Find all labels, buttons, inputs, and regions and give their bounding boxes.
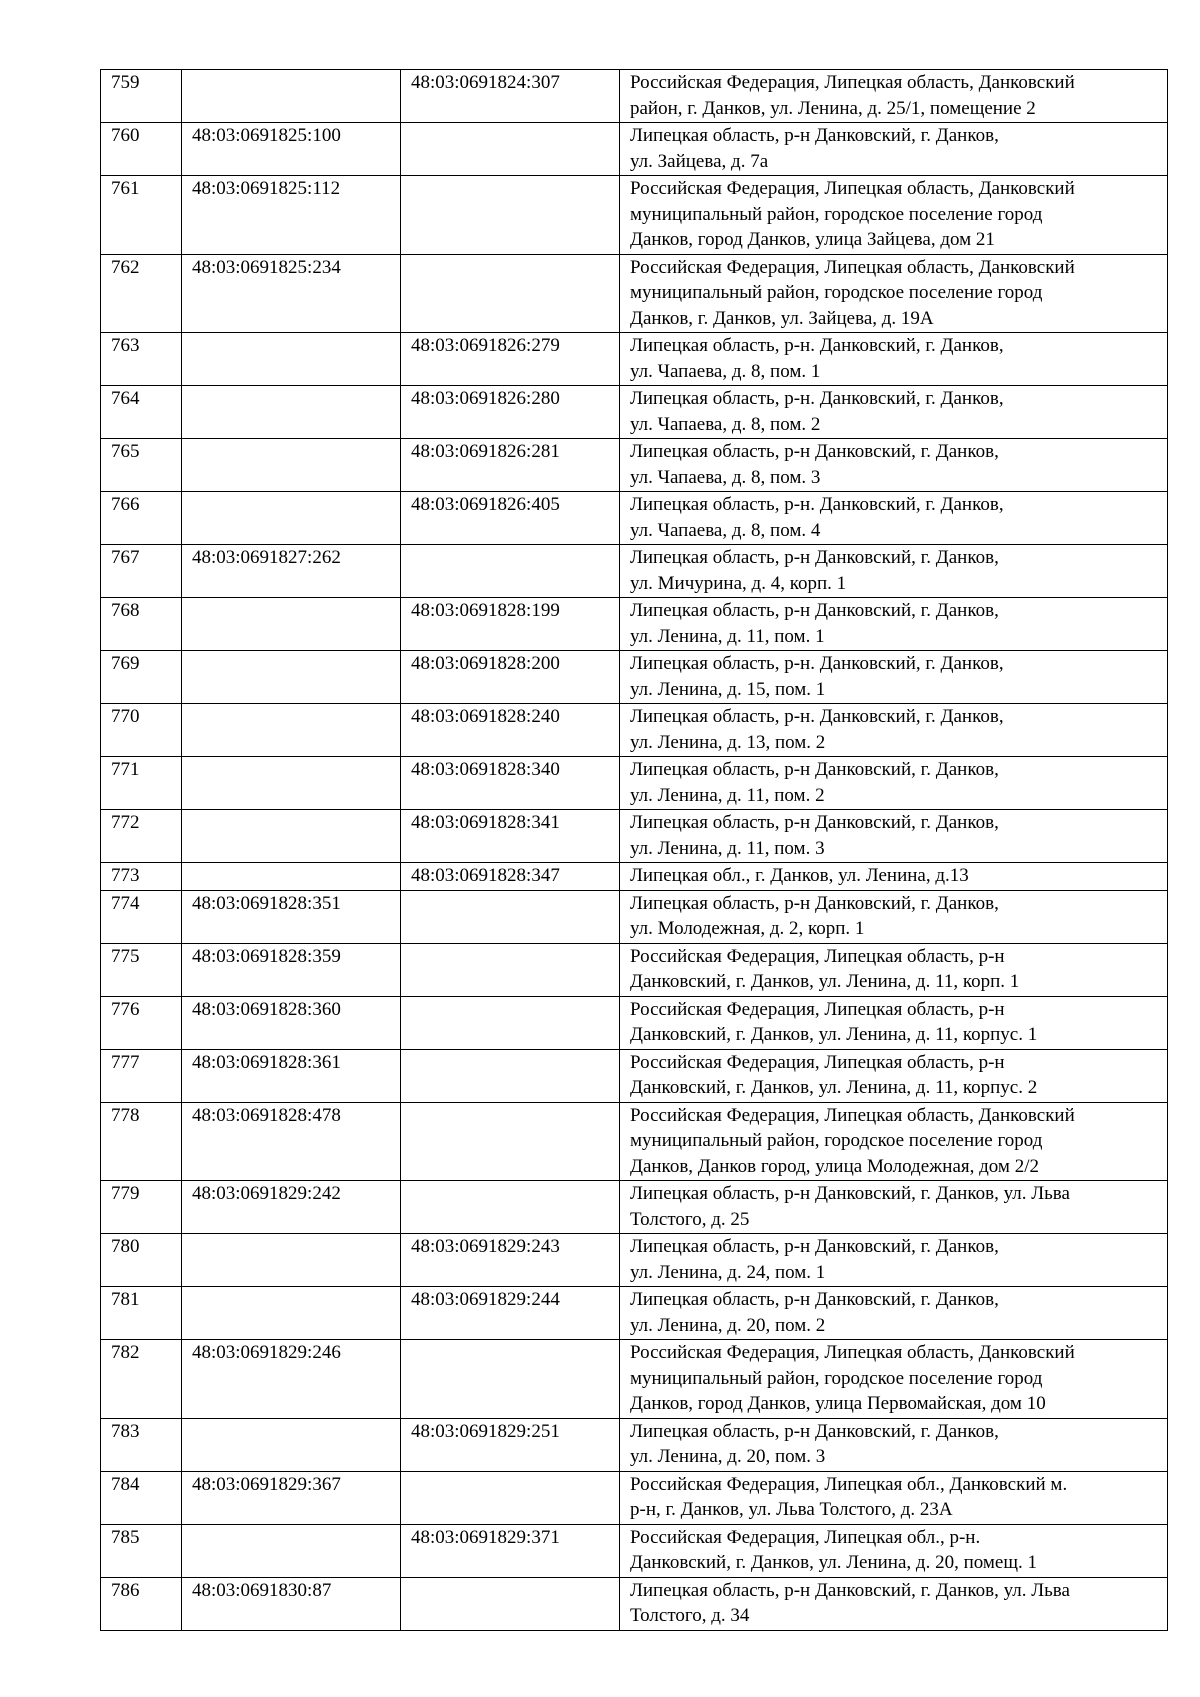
table-row bbox=[101, 386, 1168, 439]
table-row bbox=[101, 598, 1168, 651]
land-cadastral-number: 48:03:0691829:246 bbox=[182, 1340, 401, 1419]
row-number: 780 bbox=[101, 1234, 182, 1287]
land-cadastral-number bbox=[182, 651, 401, 704]
building-cadastral-number bbox=[401, 1471, 620, 1524]
row-number: 772 bbox=[101, 810, 182, 863]
table-row bbox=[101, 1181, 1168, 1234]
row-number: 784 bbox=[101, 1471, 182, 1524]
row-number: 768 bbox=[101, 598, 182, 651]
land-cadastral-number bbox=[182, 386, 401, 439]
row-number: 781 bbox=[101, 1287, 182, 1340]
land-cadastral-number: 48:03:0691825:100 bbox=[182, 123, 401, 176]
row-number: 763 bbox=[101, 333, 182, 386]
land-cadastral-number bbox=[182, 1418, 401, 1471]
table-row bbox=[101, 254, 1168, 333]
table-row bbox=[101, 1102, 1168, 1181]
building-cadastral-number bbox=[401, 1102, 620, 1181]
land-cadastral-number bbox=[182, 1234, 401, 1287]
address-cell: Российская Федерация, Липецкая область, Данковский муниципальный район, городское поселение город Данков, г. Данков, ул. Зайцева, д. 19А bbox=[620, 254, 1168, 333]
building-cadastral-number bbox=[401, 1577, 620, 1630]
table-row bbox=[101, 1418, 1168, 1471]
building-cadastral-number: 48:03:0691829:243 bbox=[401, 1234, 620, 1287]
cadastral-table bbox=[100, 69, 1168, 1631]
building-cadastral-number bbox=[401, 545, 620, 598]
building-cadastral-number bbox=[401, 996, 620, 1049]
land-cadastral-number: 48:03:0691830:87 bbox=[182, 1577, 401, 1630]
building-cadastral-number bbox=[401, 123, 620, 176]
row-number: 779 bbox=[101, 1181, 182, 1234]
land-cadastral-number: 48:03:0691828:478 bbox=[182, 1102, 401, 1181]
land-cadastral-number bbox=[182, 70, 401, 123]
building-cadastral-number: 48:03:0691826:405 bbox=[401, 492, 620, 545]
land-cadastral-number: 48:03:0691828:359 bbox=[182, 943, 401, 996]
address-cell: Липецкая область, р-н. Данковский, г. Данков, ул. Чапаева, д. 8, пом. 4 bbox=[620, 492, 1168, 545]
row-number: 766 bbox=[101, 492, 182, 545]
building-cadastral-number: 48:03:0691824:307 bbox=[401, 70, 620, 123]
address-cell: Российская Федерация, Липецкая область, Данковский муниципальный район, городское поселение город Данков, Данков город, улица Молодежная, дом 2/2 bbox=[620, 1102, 1168, 1181]
address-cell: Липецкая обл., г. Данков, ул. Ленина, д.13 bbox=[620, 863, 1168, 891]
land-cadastral-number bbox=[182, 439, 401, 492]
address-cell: Липецкая область, р-н Данковский, г. Данков, ул. Чапаева, д. 8, пом. 3 bbox=[620, 439, 1168, 492]
row-number: 783 bbox=[101, 1418, 182, 1471]
address-cell: Липецкая область, р-н Данковский, г. Данков, ул. Зайцева, д. 7а bbox=[620, 123, 1168, 176]
row-number: 765 bbox=[101, 439, 182, 492]
address-cell: Российская Федерация, Липецкая обл., р-н. Данковский, г. Данков, ул. Ленина, д. 20, помещ. 1 bbox=[620, 1524, 1168, 1577]
building-cadastral-number bbox=[401, 176, 620, 255]
row-number: 775 bbox=[101, 943, 182, 996]
building-cadastral-number: 48:03:0691829:251 bbox=[401, 1418, 620, 1471]
building-cadastral-number: 48:03:0691829:244 bbox=[401, 1287, 620, 1340]
row-number: 767 bbox=[101, 545, 182, 598]
building-cadastral-number: 48:03:0691828:200 bbox=[401, 651, 620, 704]
row-number: 777 bbox=[101, 1049, 182, 1102]
table-row bbox=[101, 651, 1168, 704]
address-cell: Липецкая область, р-н Данковский, г. Данков, ул. Молодежная, д. 2, корп. 1 bbox=[620, 890, 1168, 943]
building-cadastral-number bbox=[401, 1181, 620, 1234]
building-cadastral-number: 48:03:0691829:371 bbox=[401, 1524, 620, 1577]
table-row bbox=[101, 492, 1168, 545]
land-cadastral-number bbox=[182, 1524, 401, 1577]
land-cadastral-number: 48:03:0691825:234 bbox=[182, 254, 401, 333]
table-row bbox=[101, 1340, 1168, 1419]
building-cadastral-number: 48:03:0691826:279 bbox=[401, 333, 620, 386]
building-cadastral-number bbox=[401, 1340, 620, 1419]
table-row bbox=[101, 1049, 1168, 1102]
address-cell: Российская Федерация, Липецкая обл., Данковский м. р-н, г. Данков, ул. Льва Толстого, д. 23А bbox=[620, 1471, 1168, 1524]
table-row bbox=[101, 1234, 1168, 1287]
address-cell: Российская Федерация, Липецкая область, Данковский муниципальный район, городское поселение город Данков, город Данков, улица Первомайская, дом 10 bbox=[620, 1340, 1168, 1419]
table-row bbox=[101, 545, 1168, 598]
building-cadastral-number bbox=[401, 890, 620, 943]
address-cell: Липецкая область, р-н Данковский, г. Данков, ул. Ленина, д. 20, пом. 2 bbox=[620, 1287, 1168, 1340]
table-row bbox=[101, 176, 1168, 255]
land-cadastral-number: 48:03:0691827:262 bbox=[182, 545, 401, 598]
address-cell: Липецкая область, р-н. Данковский, г. Данков, ул. Чапаева, д. 8, пом. 2 bbox=[620, 386, 1168, 439]
building-cadastral-number: 48:03:0691828:341 bbox=[401, 810, 620, 863]
address-cell: Липецкая область, р-н Данковский, г. Данков, ул. Ленина, д. 11, пом. 2 bbox=[620, 757, 1168, 810]
table-row bbox=[101, 123, 1168, 176]
building-cadastral-number: 48:03:0691828:347 bbox=[401, 863, 620, 891]
row-number: 782 bbox=[101, 1340, 182, 1419]
building-cadastral-number: 48:03:0691826:281 bbox=[401, 439, 620, 492]
building-cadastral-number: 48:03:0691828:340 bbox=[401, 757, 620, 810]
address-cell: Липецкая область, р-н Данковский, г. Данков, ул. Ленина, д. 11, пом. 1 bbox=[620, 598, 1168, 651]
table-row bbox=[101, 70, 1168, 123]
building-cadastral-number: 48:03:0691828:199 bbox=[401, 598, 620, 651]
row-number: 785 bbox=[101, 1524, 182, 1577]
land-cadastral-number bbox=[182, 333, 401, 386]
land-cadastral-number: 48:03:0691828:361 bbox=[182, 1049, 401, 1102]
row-number: 764 bbox=[101, 386, 182, 439]
land-cadastral-number bbox=[182, 1287, 401, 1340]
table-row bbox=[101, 333, 1168, 386]
table-row bbox=[101, 996, 1168, 1049]
row-number: 769 bbox=[101, 651, 182, 704]
address-cell: Липецкая область, р-н. Данковский, г. Данков, ул. Ленина, д. 15, пом. 1 bbox=[620, 651, 1168, 704]
table-row bbox=[101, 943, 1168, 996]
land-cadastral-number bbox=[182, 810, 401, 863]
table-row bbox=[101, 1524, 1168, 1577]
land-cadastral-number bbox=[182, 598, 401, 651]
table-row bbox=[101, 439, 1168, 492]
address-cell: Липецкая область, р-н Данковский, г. Данков, ул. Ленина, д. 20, пом. 3 bbox=[620, 1418, 1168, 1471]
row-number: 773 bbox=[101, 863, 182, 891]
land-cadastral-number: 48:03:0691829:242 bbox=[182, 1181, 401, 1234]
building-cadastral-number bbox=[401, 943, 620, 996]
land-cadastral-number bbox=[182, 757, 401, 810]
table-row bbox=[101, 704, 1168, 757]
table-row bbox=[101, 890, 1168, 943]
table-row bbox=[101, 1287, 1168, 1340]
table-row bbox=[101, 1577, 1168, 1630]
address-cell: Российская Федерация, Липецкая область, Данковский район, г. Данков, ул. Ленина, д. 25/1, помещение 2 bbox=[620, 70, 1168, 123]
table-row bbox=[101, 863, 1168, 891]
row-number: 771 bbox=[101, 757, 182, 810]
address-cell: Российская Федерация, Липецкая область, р-н Данковский, г. Данков, ул. Ленина, д. 11, корпус. 2 bbox=[620, 1049, 1168, 1102]
land-cadastral-number: 48:03:0691828:351 bbox=[182, 890, 401, 943]
building-cadastral-number bbox=[401, 1049, 620, 1102]
address-cell: Липецкая область, р-н Данковский, г. Данков, ул. Мичурина, д. 4, корп. 1 bbox=[620, 545, 1168, 598]
address-cell: Липецкая область, р-н Данковский, г. Данков, ул. Льва Толстого, д. 34 bbox=[620, 1577, 1168, 1630]
address-cell: Российская Федерация, Липецкая область, р-н Данковский, г. Данков, ул. Ленина, д. 11, корпус. 1 bbox=[620, 996, 1168, 1049]
row-number: 786 bbox=[101, 1577, 182, 1630]
address-cell: Липецкая область, р-н. Данковский, г. Данков, ул. Чапаева, д. 8, пом. 1 bbox=[620, 333, 1168, 386]
land-cadastral-number: 48:03:0691825:112 bbox=[182, 176, 401, 255]
land-cadastral-number: 48:03:0691828:360 bbox=[182, 996, 401, 1049]
address-cell: Российская Федерация, Липецкая область, Данковский муниципальный район, городское поселение город Данков, город Данков, улица Зайцева, дом 21 bbox=[620, 176, 1168, 255]
land-cadastral-number bbox=[182, 704, 401, 757]
row-number: 778 bbox=[101, 1102, 182, 1181]
address-cell: Липецкая область, р-н Данковский, г. Данков, ул. Льва Толстого, д. 25 bbox=[620, 1181, 1168, 1234]
row-number: 774 bbox=[101, 890, 182, 943]
table-row bbox=[101, 757, 1168, 810]
row-number: 776 bbox=[101, 996, 182, 1049]
address-cell: Липецкая область, р-н. Данковский, г. Данков, ул. Ленина, д. 13, пом. 2 bbox=[620, 704, 1168, 757]
row-number: 761 bbox=[101, 176, 182, 255]
address-cell: Липецкая область, р-н Данковский, г. Данков, ул. Ленина, д. 24, пом. 1 bbox=[620, 1234, 1168, 1287]
building-cadastral-number: 48:03:0691826:280 bbox=[401, 386, 620, 439]
building-cadastral-number: 48:03:0691828:240 bbox=[401, 704, 620, 757]
table-row bbox=[101, 1471, 1168, 1524]
row-number: 770 bbox=[101, 704, 182, 757]
row-number: 759 bbox=[101, 70, 182, 123]
land-cadastral-number bbox=[182, 492, 401, 545]
address-cell: Российская Федерация, Липецкая область, р-н Данковский, г. Данков, ул. Ленина, д. 11, корп. 1 bbox=[620, 943, 1168, 996]
table-row bbox=[101, 810, 1168, 863]
row-number: 762 bbox=[101, 254, 182, 333]
land-cadastral-number bbox=[182, 863, 401, 891]
land-cadastral-number: 48:03:0691829:367 bbox=[182, 1471, 401, 1524]
building-cadastral-number bbox=[401, 254, 620, 333]
address-cell: Липецкая область, р-н Данковский, г. Данков, ул. Ленина, д. 11, пом. 3 bbox=[620, 810, 1168, 863]
cadastral-table-body bbox=[101, 70, 1168, 1631]
row-number: 760 bbox=[101, 123, 182, 176]
